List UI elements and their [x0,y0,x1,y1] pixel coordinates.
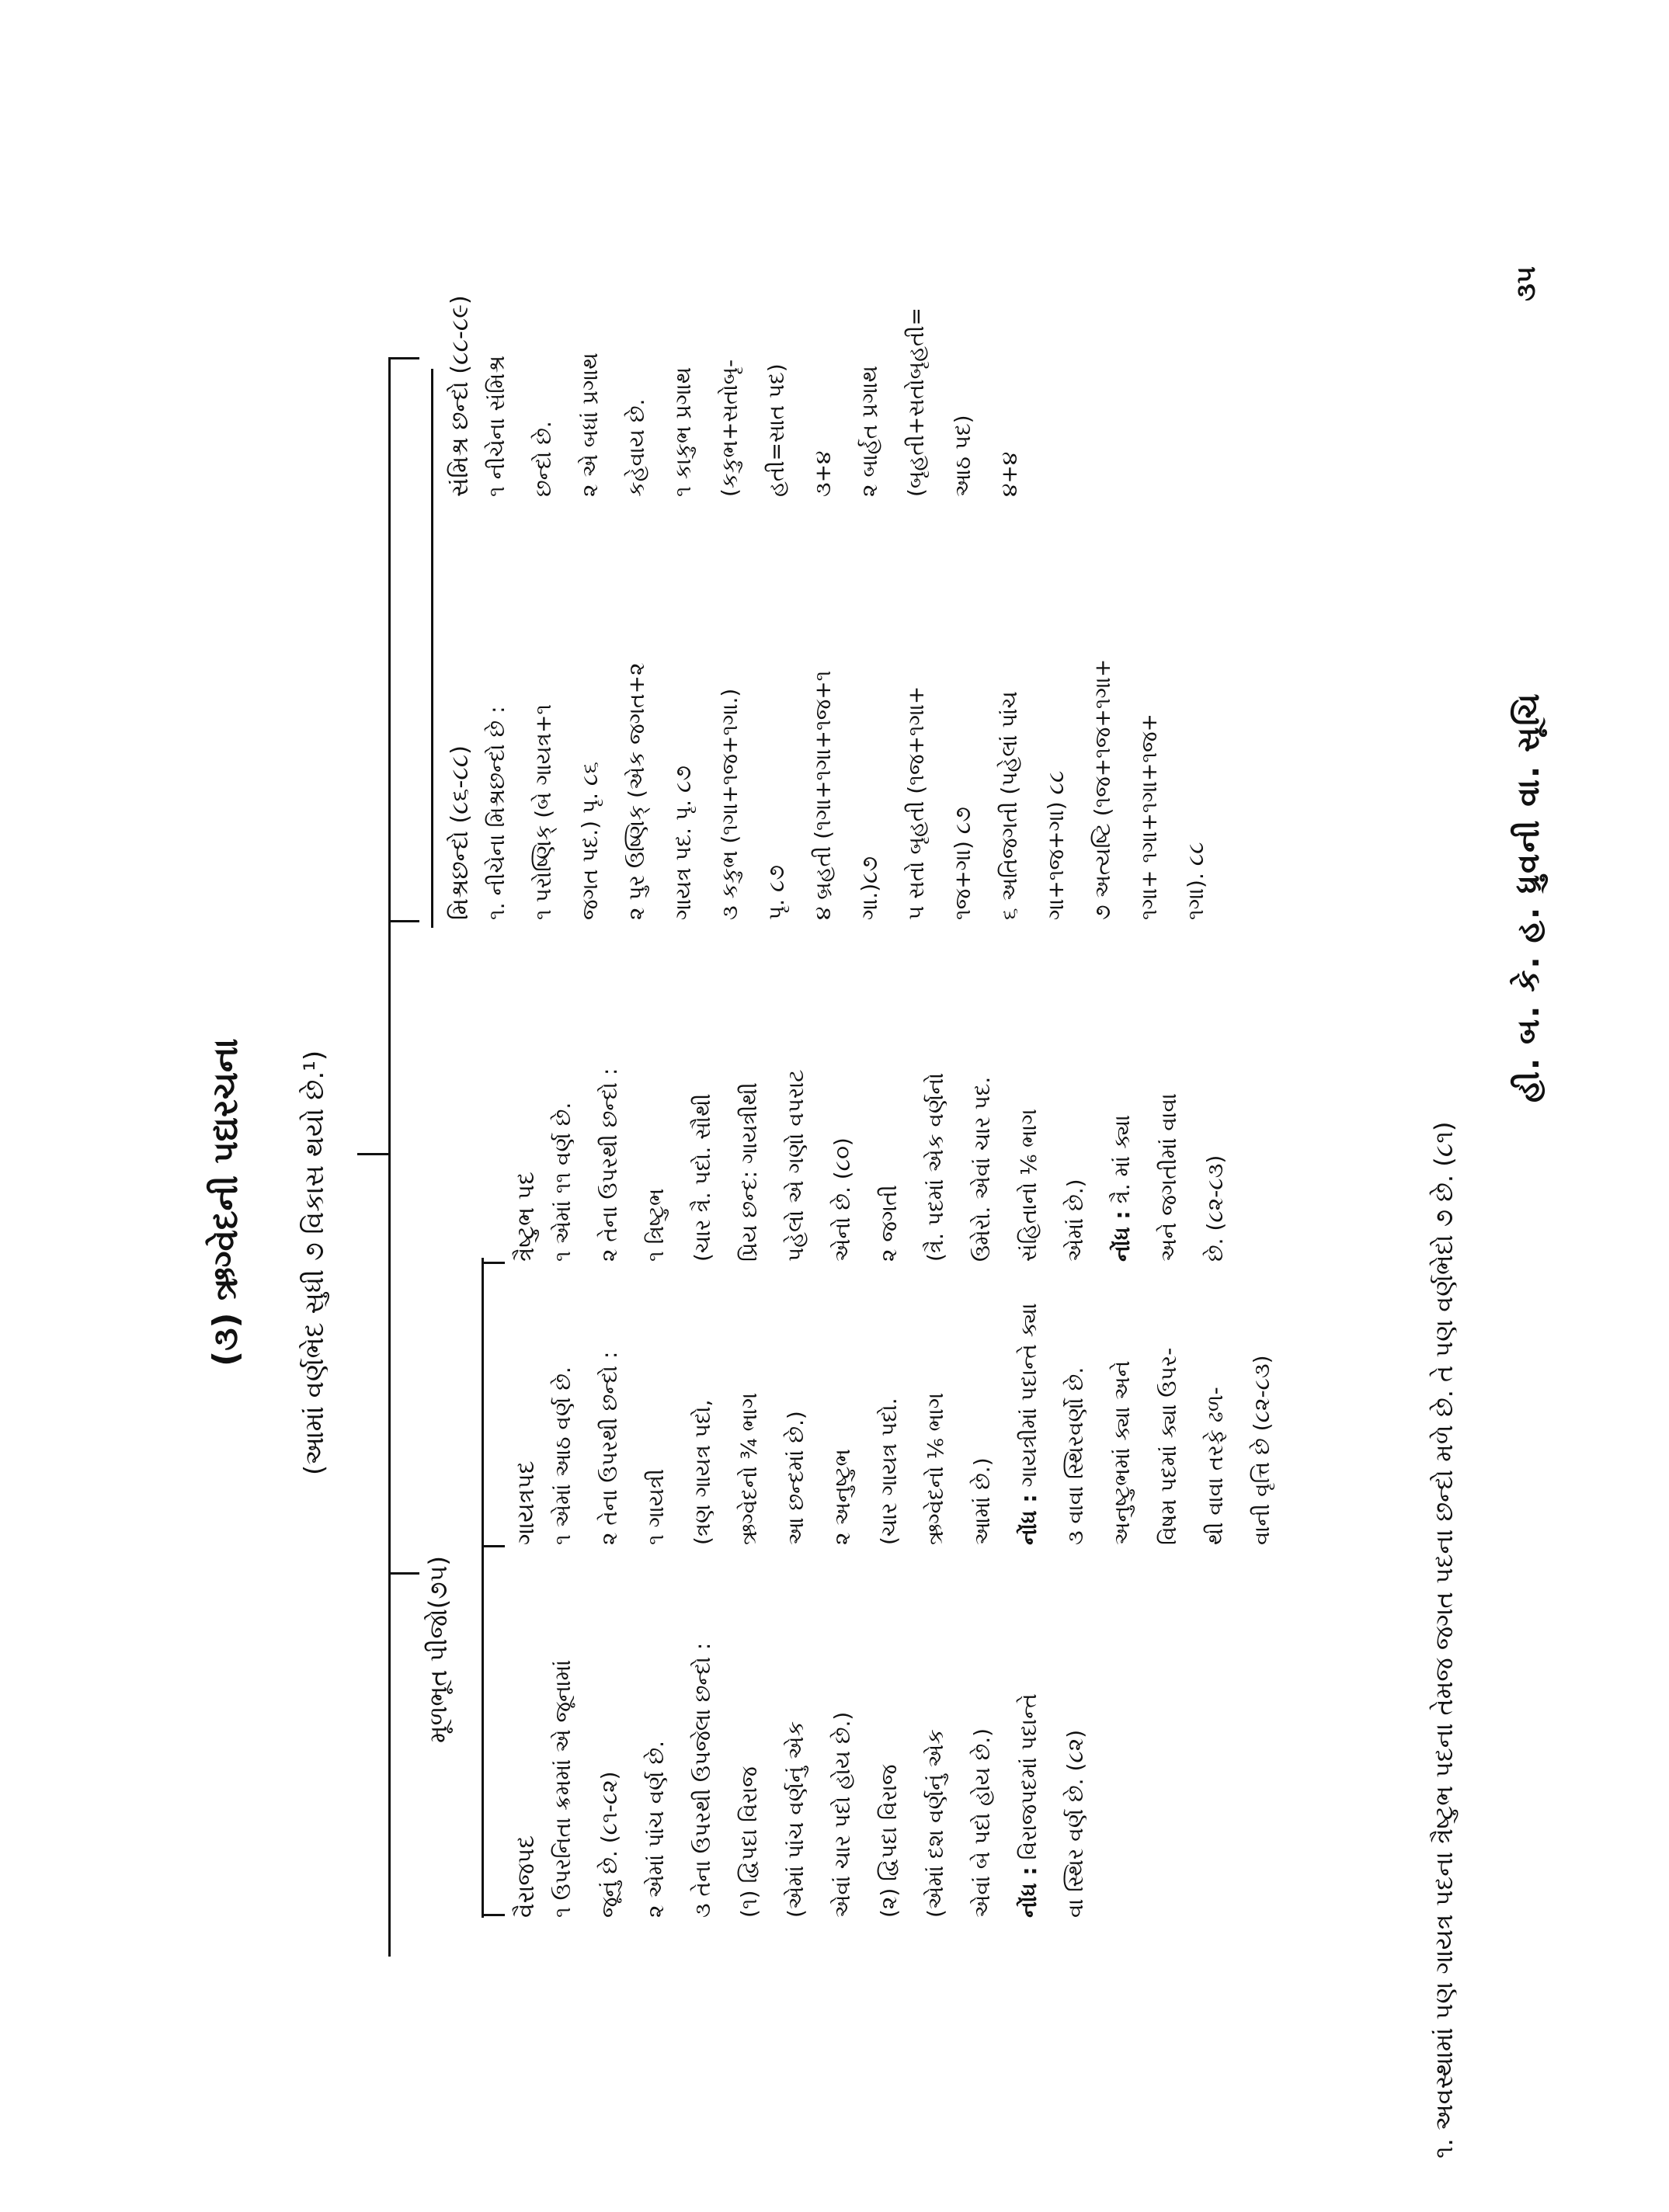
list-item: ૧ નીચેના સંમિશ્ર [484,355,509,497]
tree-branch-col3 [482,1262,505,1264]
section-samishra [447,295,1033,497]
list-item: ૧ ગાયત્રી [643,1468,669,1545]
note-line: છે. (૮૨-૮૩) [1202,1155,1228,1262]
list-item: ગા+૧જ+ગા) ૮૮ [1043,770,1069,920]
tree-branch-left [388,1572,419,1575]
list-item: ૬ અતિજગતી (પહેલાં પાંચ [996,691,1022,920]
note-text: ત્રૈ. માં ક્યા [1109,1114,1135,1204]
list-item: ૨ પુર ઉષ્ણિક્ (એક જગત+૨ [624,662,649,920]
tree-branch-col2 [482,1545,505,1547]
list-item: (ત્રૈ. પદમાં એક વર્ણનો [923,1072,948,1262]
list-item: ૨ એમાં પાંચ વર્ણ છે. [643,1740,669,1918]
list-item: ૩+૪ [810,450,836,497]
list-item: ૧ ત્રિષ્ટુભ [643,1188,669,1262]
note [1006,1643,1052,1918]
list-item: હતી=સાત પદ) [763,363,789,497]
list-item: જૂનું છે. (૮૧-૮૨) [596,1771,622,1918]
note [1006,1303,1052,1545]
tree-branch-mishra [388,920,419,922]
note-line: વાની વૃત્તિ છે (૮૨-૮૩) [1249,1355,1274,1545]
list-item: (ત્રણ ગાયત્ર પદો, [690,1399,715,1545]
list-item: ૧ ઉપરનિતા ક્રમમાં એ જૂનામાં [550,1659,575,1918]
list-item: ગાયત્ર પદ. પૃ. ૮૭ [670,766,696,920]
list-item: ૭ અત્યષ્ટિ (૧જ+૧જ+૧ગા+ [1090,658,1115,920]
list-item: ઋગ્વેદનો ¾ ભાગ [736,1392,762,1545]
list-item: જગત પદ.) પૃ. ૮૬ [577,762,603,920]
list-item: ૩ તેના ઉપરથી ઉપજેલા છન્દો : [690,1642,715,1918]
tree-right-connector [431,369,433,928]
list-item: ૧ પરોષ્ણિક્ (બે ગાયત્ર+૧ [530,703,556,920]
list-item: કહેવાય છે. [624,398,649,497]
list-item: સંહિતાનો ⅙ ભાગ [1016,1109,1041,1262]
list-item: ૨ તેના ઉપરથી છન્દો : [596,1068,622,1262]
list-item: છન્દો છે. [530,421,556,497]
section-subhead: ૧. નીચેના મિશ્રછન્દો છે : [484,706,509,920]
section-mishra [447,659,1219,920]
tree-root-connector [388,357,391,1957]
list-item: આમાં છે.) [969,1457,995,1545]
column-heading: ગાયત્રપદ [513,1460,540,1545]
list-item: (એમાં પાંચ વર્ણનું એક [783,1721,808,1918]
note-line: અને જગતીમાં વાવા [1156,1093,1181,1262]
list-item: ૧ગા+ ૧ગા+૧ગા+૧જ+ [1136,713,1162,920]
list-item: પ્રિય છન્દ: ગાયત્રીથી [736,1082,762,1262]
list-item: (કકુભ+સતોબૃ- [717,359,742,497]
list-item: આ છન્દમાં છે.) [783,1411,808,1545]
footnote: ૧. અવસ્થામાં પણ ગાયત્ર પદના ત્રૈષ્ટુભ પદના તેમજ જગત પદના છન્દો મળે છે. તે પણ વર્ણભેદો ૭ છે. (૮૧) [1429,1121,1459,2158]
list-item: ૫ સતો બૃહતી (૧જ+૧ગા+ [903,686,929,920]
tree-left-connector [482,1258,484,1918]
list-item: ૩ કકુભ (૧ગા+૧જ+૧ગા.) [717,688,742,920]
list-item: ૧જ+ગા) ૮૭ [950,807,975,920]
page-title: (૩) ઋગ્વેદની પદ્યરચના [206,1038,245,1366]
list-item: (૨) દ્વિપદા વિરાજ [876,1764,902,1918]
list-item: ૪ બ્રહતી (૧ગા+૧ગા+૧જ+૧ [810,670,836,920]
page-number: ૩૫ [1511,266,1542,301]
tree-root-stem [357,1153,388,1155]
column-heading: વૈરાજપદ [513,1835,540,1918]
list-item: પૃ. ૮૭ [763,865,789,920]
note-text: ગાયત્રીમાં પદાન્તે ક્યા [1016,1303,1041,1488]
note-label: નોંધ : [1016,1866,1041,1918]
note [1099,1068,1146,1262]
list-item: એવાં બે પદો હોય છે.) [969,1728,995,1918]
list-item: ૨ જગતી [876,1185,902,1262]
list-item: પહેલો એ ગણો વપરાટ [783,1069,808,1262]
list-item: આઠ પદ) [950,415,975,497]
list-item: ૨ અનુષ્ટુભ [829,1449,855,1545]
note-continued: વા સ્થિર વર્ણ છે. (૮૨) [1062,1729,1088,1918]
list-item: (ચાર ગાયત્ર પદો. [876,1398,902,1545]
list-item: ૨ બાર્હત પ્રગાથ [857,365,882,497]
note-line: અનુષ્ટુભમાં ક્યા અને [1109,1360,1135,1545]
list-item: ૧ એમાં ૧૧ વર્ણ છે. [550,1102,575,1262]
section-heading: મિશ્રછન્દો (૮૬-૮૮) [447,745,474,920]
list-item: ગા.)૮૭ [857,856,882,920]
list-item: એવાં ચાર પદો હોય છે.) [829,1711,855,1918]
list-item: ઉમેરો. એવાં ચાર પદ. [969,1076,995,1262]
list-item: (એમાં દશ વર્ણનું એક [923,1728,948,1918]
note-line: વિષમ પદમાં ક્યા ઉપર- [1156,1347,1181,1545]
group-title-mulabhut: મૂળભૂત પીજો(૭૫) [423,1556,453,1743]
note-label: નોંધ : [1016,1494,1041,1545]
column-gayatrapada [513,1303,1285,1545]
section-heading: સંમિશ્ર છન્દો (૮૮-૮૯) [447,295,474,497]
tree-branch-col1 [482,1914,505,1916]
list-item: ૪+૪ [996,451,1022,497]
list-item: એનો છે. (૮૦) [829,1137,855,1262]
list-item: (ચાર ત્રૈ. પદો. સૌથી [690,1093,715,1262]
list-item: (૧) દ્વિપદા વિરાજ [736,1766,762,1918]
list-item: ૧ગા). ૮૮ [1183,842,1208,920]
list-item: ૨ તેના ઉપરથી છન્દો : [596,1351,622,1545]
list-item: ૧ એમાં આઠ વર્ણ છે. [550,1366,575,1545]
page-subtitle: (આમાં વર્ણભેદ સુધી ૭ વિકાસ થયો છે.¹) [299,1050,330,1475]
list-item: એમાં છે.) [1062,1179,1088,1262]
note-label: નોંધ : [1109,1210,1135,1262]
tree-branch-samishra [388,357,419,359]
note-text: વિરાજપદમાં પદાન્તે [1016,1693,1041,1860]
note-line: થી વાવા તરફે ઢળ- [1202,1387,1228,1545]
list-item: ૧ કાકુભ પ્રગાથ [670,366,696,497]
column-heading: ત્રૈષ્ટુભ પદ [513,1172,540,1262]
running-header: હી. બ. કે. હ. ધ્રુવની વા. સૂચિ [1511,692,1546,1103]
column-vairajapada [513,1643,1099,1918]
list-item: ૨ એ બધાં પ્રગાથ [577,352,603,497]
note-line: ૩ વાવા સ્થિરવર્ણો છે. [1062,1366,1088,1545]
list-item: ઋગ્વેદનો ⅙ ભાગ [923,1392,948,1545]
list-item: (બૃહતી+સતોબૃહતી= [903,307,929,497]
column-traishtubhapada [513,1068,1239,1262]
